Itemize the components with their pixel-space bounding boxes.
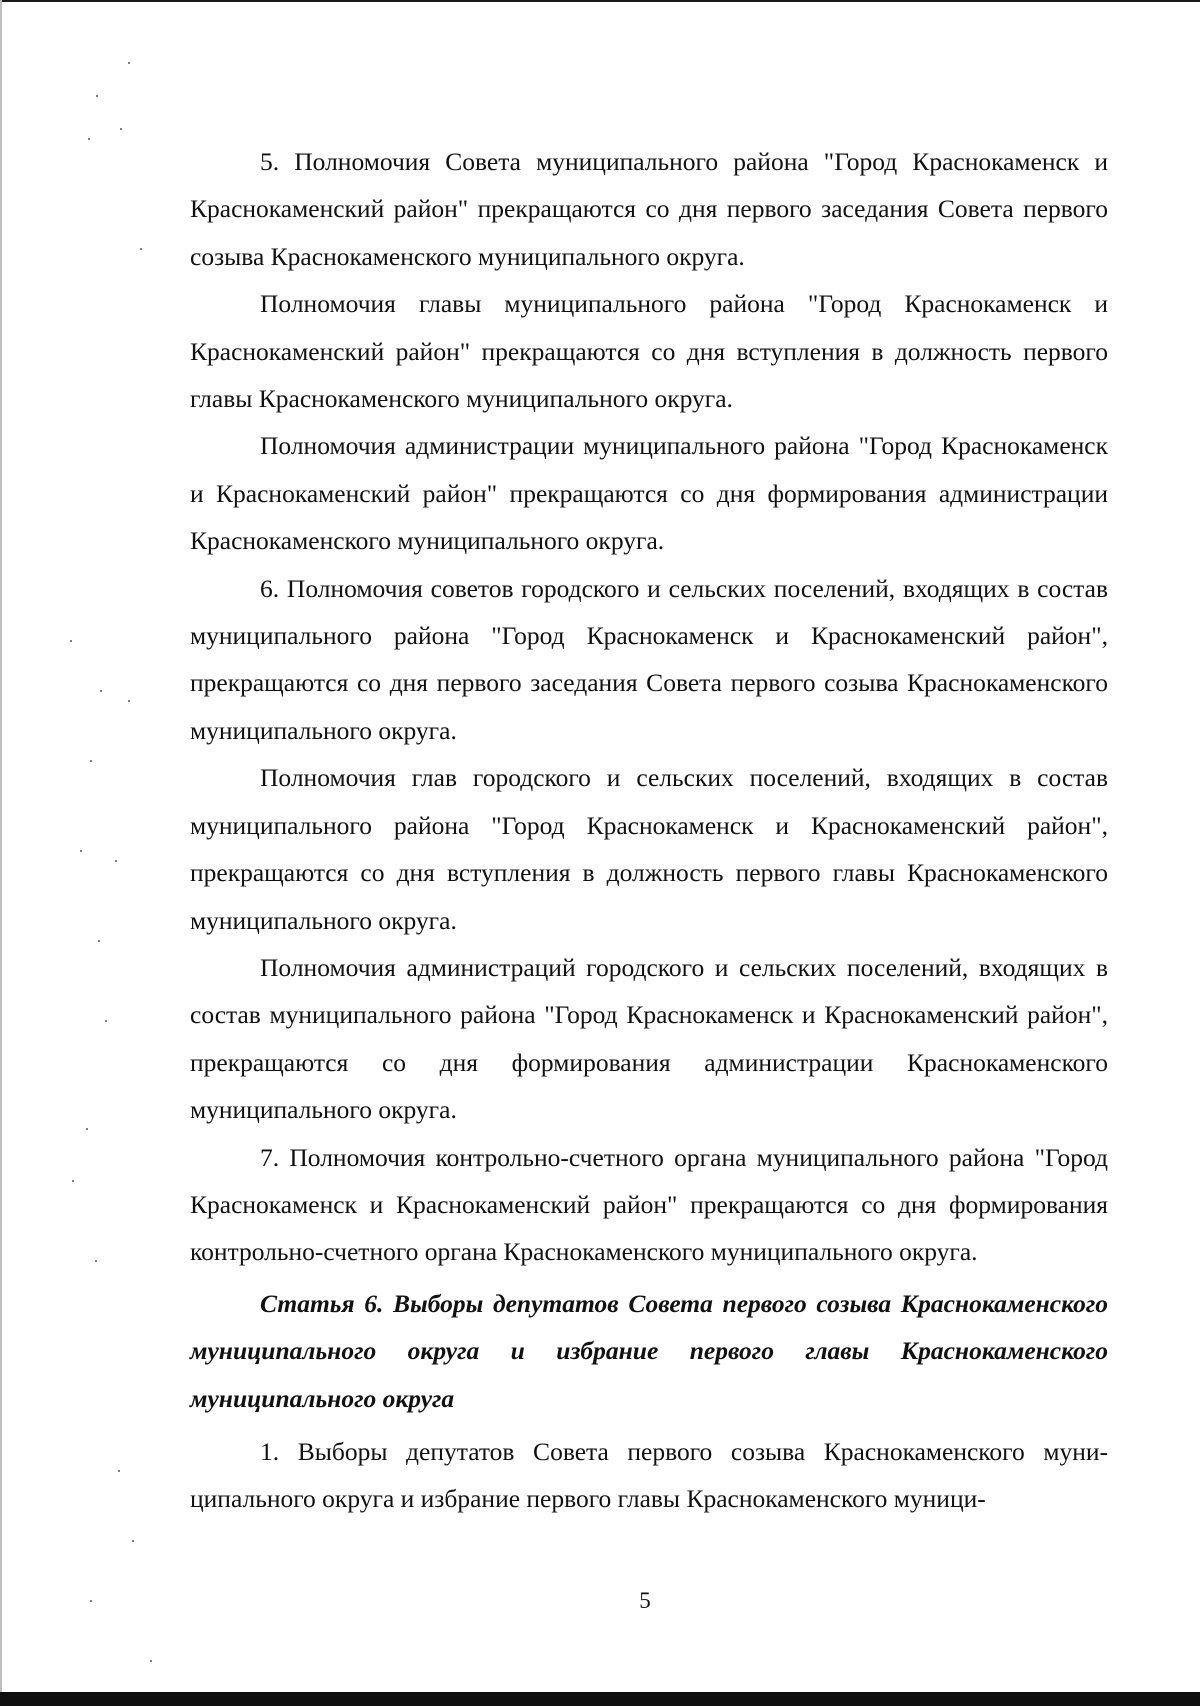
paragraph-settlement-administrations: Полномочия администраций городского и сельских поселений, входящих в состав муниципального района "Город Краснокаменск и Краснокаменский район", прекращаются со дня формирования администрации Краснокаменского муниципального округа. xyxy=(190,952,1108,1125)
scan-bottom-edge xyxy=(0,1692,1200,1706)
paragraph-head-powers: Полномочия главы муниципального района "Город Краснокаменск и Краснокаменский район" прекращаются со дня вступления в должность первого главы Краснокаменского муниципального округа. xyxy=(190,289,1108,414)
article-6-heading: Статья 6. Выборы депутатов Совета первого созыва Краснокаменского муниципального округа и избрание первого главы Краснокаменского муниципального округа xyxy=(190,1288,1108,1413)
paragraph-5: 5. Полномочия Совета муниципального района "Город Краснокаменск и Краснокаменский район" прекращаются со дня первого заседания Совета первого созыва Краснокаменского муниципального округа. xyxy=(190,147,1108,271)
paragraph-article-6-item-1: 1. Выборы депутатов Совета первого созыва Краснокаменского муниципального округа и избрание первого главы Краснокаменского муници- xyxy=(190,1436,1108,1514)
paragraph-6: 6. Полномочия советов городского и сельских поселений, входящих в состав муниципального района "Город Краснокаменск и Краснокаменский район", прекращаются со дня первого заседания Совета первого созыва Краснокаменского муниципального округа. xyxy=(190,573,1108,745)
paragraph-7: 7. Полномочия контрольно-счетного органа муниципального района "Город Краснокаменск и Краснокаменский район" прекращаются со дня формирования контрольно-счетного органа Краснокаменского муниципального округа. xyxy=(190,1142,1108,1267)
scan-top-edge xyxy=(0,0,1200,2)
document-body xyxy=(190,138,1108,1523)
scan-left-edge xyxy=(0,0,2,1706)
paragraph-settlement-heads: Полномочия глав городского и сельских поселений, входящих в состав муниципального района "Город Краснокаменск и Краснокаменский район", прекращаются со дня вступления в должность первого главы Краснокаменского муниципального округа. xyxy=(190,763,1108,935)
paragraph-administration-powers: Полномочия администрации муниципального района "Город Краснокаменск и Краснокаменский район" прекращаются со дня формирования администрации Краснокаменского муниципального округа. xyxy=(190,431,1108,556)
page-number: 5 xyxy=(639,1588,651,1613)
